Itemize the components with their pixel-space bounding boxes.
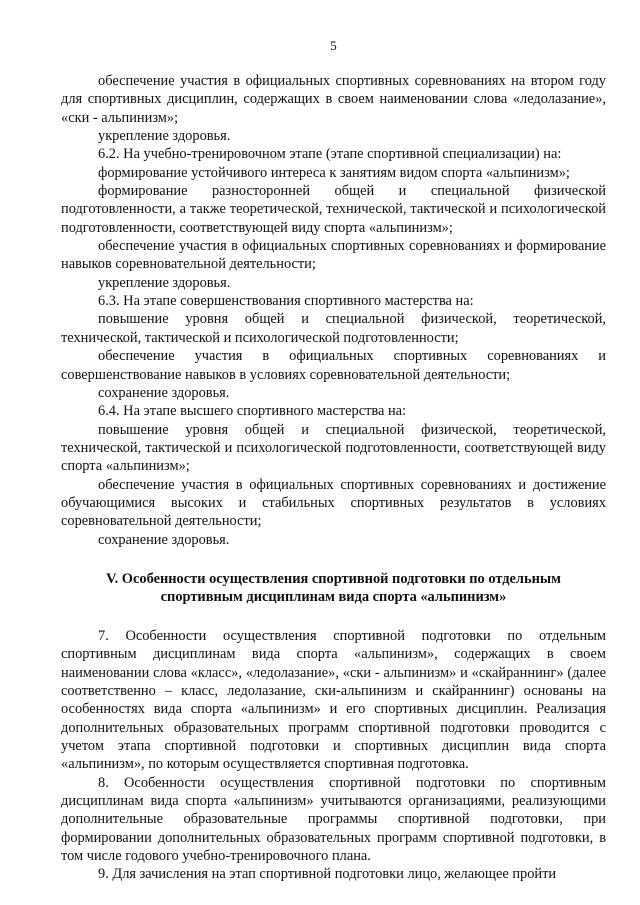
paragraph: укрепление здоровья. — [98, 274, 231, 291]
paragraph: сохранение здоровья. — [98, 531, 230, 548]
paragraph: обеспечение участия в официальных спортивных соревнованиях и совершенствование навыков в условиях соревновательной деятельности; — [61, 348, 606, 383]
paragraph: укрепление здоровья. — [98, 128, 231, 145]
paragraph: 9. Для зачисления на этап спортивной подготовки лицо, желающее пройти — [98, 866, 557, 883]
paragraph: обеспечение участия в официальных спортивных соревнованиях и достижение обучающимися высоких и стабильных спортивных результатов в условиях соревновательной деятельности; — [61, 476, 606, 530]
paragraph: формирование разносторонней общей и специальной физической подготовленности, а также теоретической, технической, тактической и психологической подготовленности, соответствующей виду спорта «альпинизм»; — [61, 183, 606, 236]
paragraph: сохранение здоровья. — [98, 384, 230, 401]
paragraph: 7. Особенности осуществления спортивной подготовки по отдельным спортивным дисциплинам вида спорта «альпинизм», содержащих в своем наименовании слова «класс», «ледолазание», «ски - альпинизм» и «скайраннинг» (далее соответственно – класс, ледолазание, ски-альпинизм и скайраннинг) основаны на особенностях вида спорта «альпинизм» и его спортивных дисциплин. Реализация дополнительных образовательных программ спортивной подготовки проводится с учетом этапа спортивной подготовки и спортивных дисциплин вида спорта «альпинизм», по которым осуществляется спортивная подготовка. — [61, 627, 606, 773]
paragraph: повышение уровня общей и специальной физической, теоретической, технической, тактической и психологической подготовленности, соответствующей виду спорта «альпинизм»; — [61, 421, 606, 475]
paragraph: повышение уровня общей и специальной физической, теоретической, технической, тактической и психологической подготовленности; — [61, 311, 606, 346]
section-6-body — [61, 72, 606, 549]
section-heading-line: спортивным дисциплинам вида спорта «альпинизм» — [160, 589, 507, 606]
paragraph: обеспечение участия в официальных спортивных соревнованиях на втором году для спортивных дисциплин, содержащих в своем наименовании слова «ледолазание», «ски - альпинизм»; — [61, 73, 606, 126]
section-5-body — [61, 627, 606, 884]
paragraph: 6.2. На учебно-тренировочном этапе (этапе спортивной специализации) на: — [98, 146, 562, 163]
paragraph: формирование устойчивого интереса к занятиям видом спорта «альпинизм»; — [98, 164, 570, 181]
paragraph: обеспечение участия в официальных спортивных соревнованиях и формирование навыков соревновательной деятельности; — [61, 238, 606, 273]
page-number: 5 — [330, 38, 337, 53]
section-heading — [61, 570, 606, 607]
paragraph: 6.3. На этапе совершенствования спортивного мастерства на: — [98, 293, 474, 310]
paragraph: 8. Особенности осуществления спортивной подготовки по спортивным дисциплинам вида спорта «альпинизм» учитываются организациями, реализующими дополнительные образовательные программы спортивной подготовки, при формировании дополнительных образовательных программ спортивной подготовки, в том числе годового учебно-тренировочного плана. — [61, 774, 606, 865]
section-heading-line: V. Особенности осуществления спортивной подготовки по отдельным — [106, 570, 561, 587]
paragraph: 6.4. На этапе высшего спортивного мастерства на: — [98, 403, 407, 420]
